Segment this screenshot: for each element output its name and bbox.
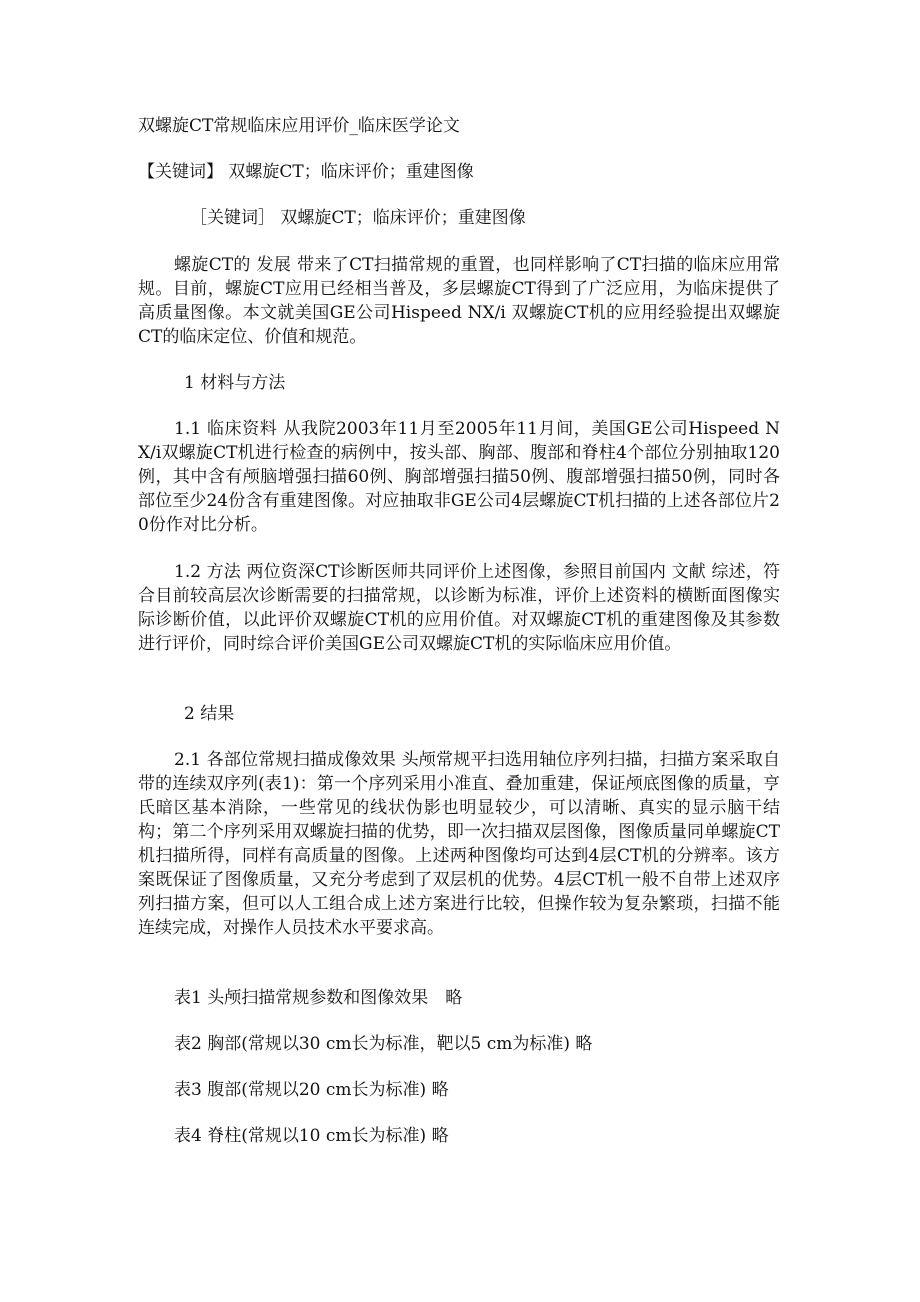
table-4-caption: 表4 脊柱(常规以10 cm长为标准) 略	[174, 1126, 449, 1146]
keywords-line: 【关键词】 双螺旋CT；临床评价；重建图像	[138, 162, 474, 182]
section-2-heading: 2 结果	[184, 704, 235, 724]
section-1-2-paragraph: 1.2 方法 两位资深CT诊断医师共同评价上述图像，参照目前国内 文献 综述，符合目前较高层次诊断需要的扫描常规，以诊断为标准，评价上述资料的横断面图像实际诊断价值，以此评价双螺旋CT机的应用价值。对双螺旋CT机的重建图像及其参数进行评价，同时综合评价美国GE公司双螺旋CT机的实际临床应用价值。	[138, 562, 780, 654]
section-1-1-paragraph: 1.1 临床资料 从我院2003年11月至2005年11月间，美国GE公司Hispeed NX/i双螺旋CT机进行检查的病例中，按头部、胸部、腹部和脊柱4个部位分别抽取120例，其中含有颅脑增强扫描60例、胸部增强扫描50例、腹部增强扫描50例，同时各部位至少24份含有重建图像。对应抽取非GE公司4层螺旋CT机扫描的上述各部位片20份作对比分析。	[138, 419, 780, 535]
table-3-caption: 表3 腹部(常规以20 cm长为标准) 略	[174, 1080, 449, 1100]
section-1-heading: 1 材料与方法	[184, 373, 286, 393]
keywords-line-secondary: ［关键词］ 双螺旋CT；临床评价；重建图像	[190, 208, 526, 228]
section-2-1-paragraph: 2.1 各部位常规扫描成像效果 头颅常规平扫选用轴位序列扫描，扫描方案采取自带的连续双序列(表1)：第一个序列采用小准直、叠加重建，保证颅底图像的质量，亨氏暗区基本消除，一些常见的线状伪影也明显较少，可以清晰、真实的显示脑干结构；第二个序列采用双螺旋扫描的优势，即一次扫描双层图像，图像质量同单螺旋CT机扫描所得，同样有高质量的图像。上述两种图像均可达到4层CT机的分辨率。该方案既保证了图像质量，又充分考虑到了双层机的优势。4层CT机一般不自带上述双序列扫描方案，但可以人工组合成上述方案进行比较，但操作较为复杂繁琐，扫描不能连续完成，对操作人员技术水平要求高。	[138, 750, 780, 938]
table-1-caption: 表1 头颅扫描常规参数和图像效果 略	[174, 988, 463, 1008]
table-2-caption: 表2 胸部(常规以30 cm长为标准，靶以5 cm为标准) 略	[174, 1034, 593, 1054]
document-title: 双螺旋CT常规临床应用评价_临床医学论文	[138, 116, 460, 136]
intro-paragraph: 螺旋CT的 发展 带来了CT扫描常规的重置，也同样影响了CT扫描的临床应用常规。目前，螺旋CT应用已经相当普及，多层螺旋CT得到了广泛应用，为临床提供了高质量图像。本文就美国GE公司Hispeed NX/i 双螺旋CT机的应用经验提出双螺旋CT的临床定位、价值和规范。	[138, 255, 780, 347]
